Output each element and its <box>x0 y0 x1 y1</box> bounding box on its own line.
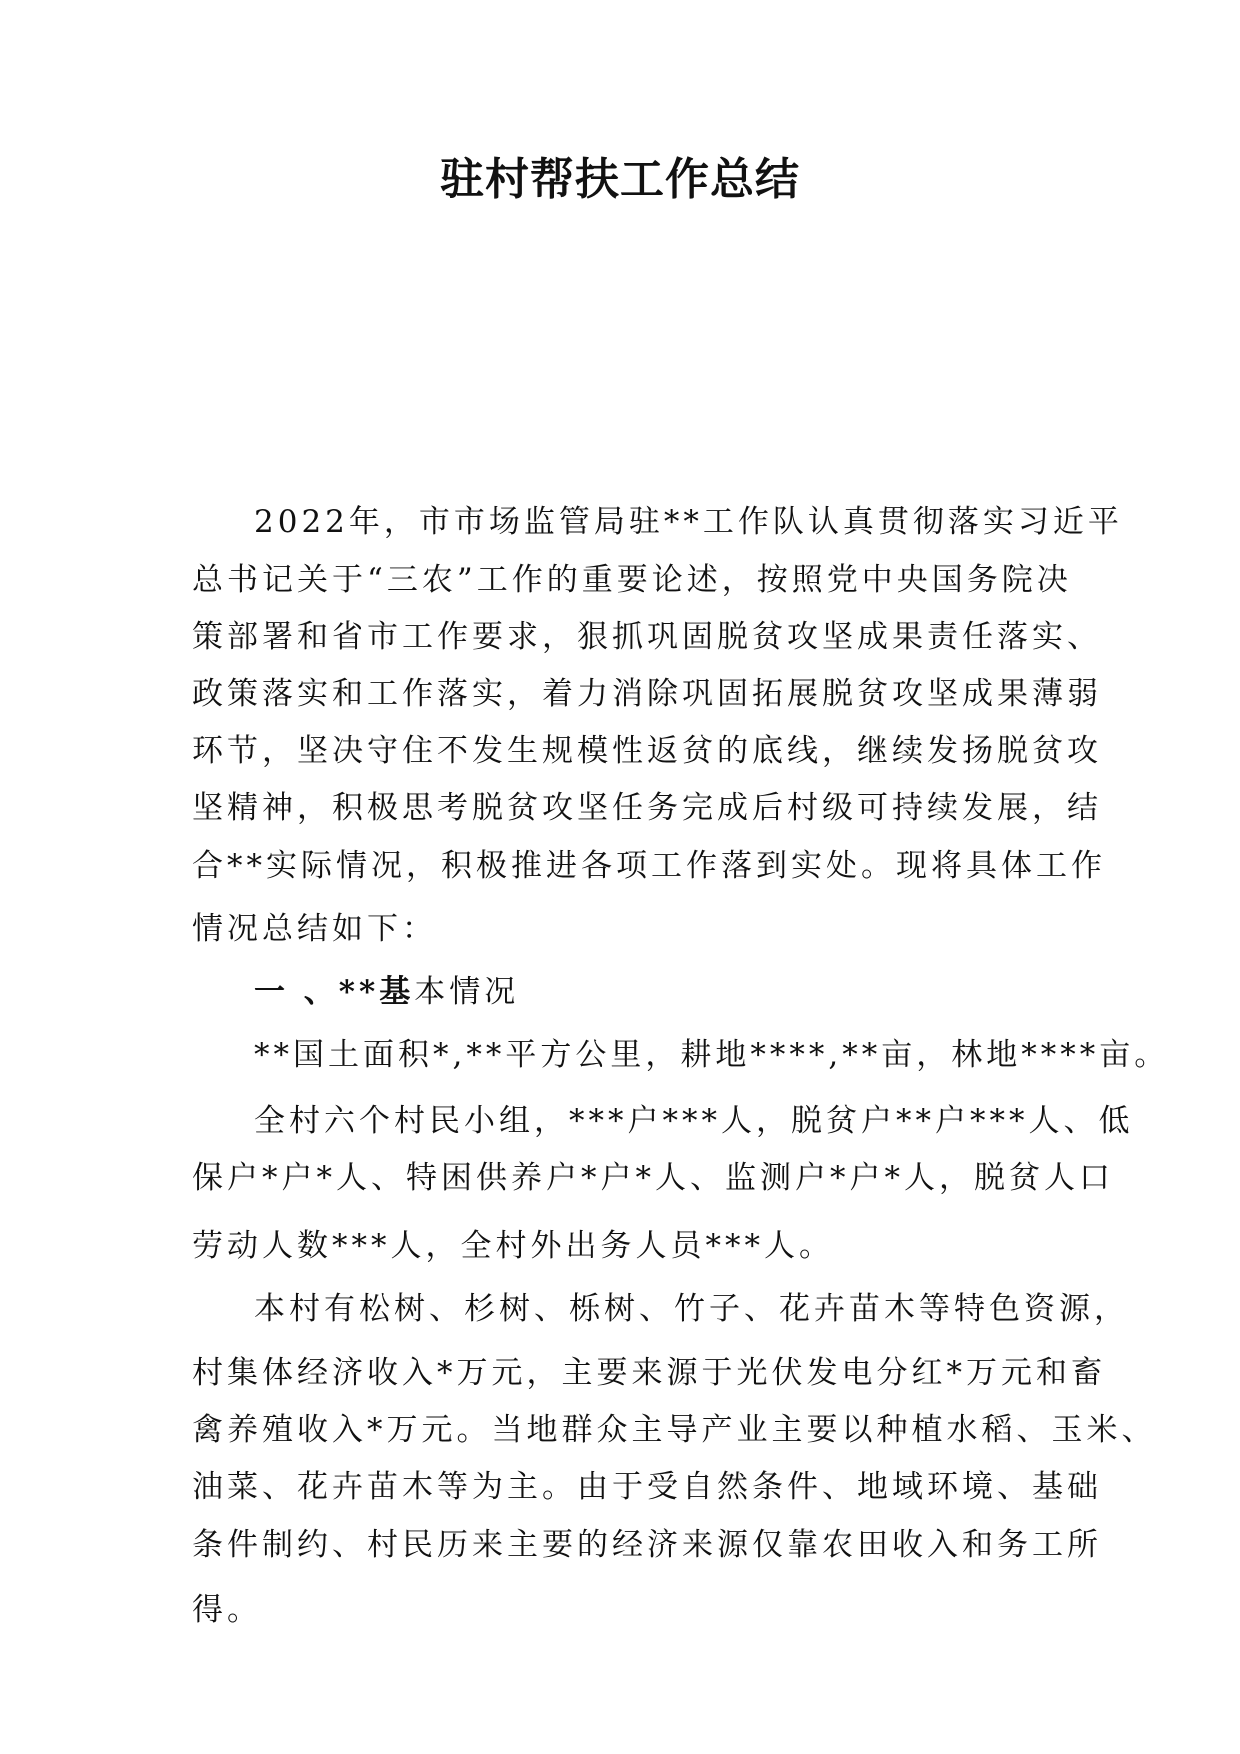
population-line: 全村六个村民小组，***户***人，脱贫户**户***人、低 <box>254 1103 1134 1139</box>
intro-line: 合**实际情况，积极推进各项工作落到实处。现将具体工作 <box>192 848 1106 884</box>
resources-line: 得。 <box>192 1592 262 1628</box>
resources-line: 油菜、花卉苗木等为主。由于受自然条件、地域环境、基础 <box>192 1469 1102 1505</box>
intro-line: 情况总结如下： <box>192 911 437 947</box>
document-title: 驻村帮扶工作总结 <box>440 154 800 205</box>
population-line: 劳动人数***人，全村外出务人员***人。 <box>192 1228 834 1264</box>
land-paragraph: **国土面积*,**平方公里，耕地****,**亩，林地****亩。 <box>254 1037 1170 1073</box>
section-title-rest: 本情况 <box>414 974 520 1010</box>
resources-line: 村集体经济收入*万元，主要来源于光伏发电分红*万元和畜 <box>192 1355 1106 1391</box>
resources-line: 条件制约、村民历来主要的经济来源仅靠农田收入和务工所 <box>192 1527 1102 1563</box>
intro-line: 策部署和省市工作要求，狠抓巩固脱贫攻坚成果责任落实、 <box>192 619 1102 655</box>
section-number: 一 、 <box>254 974 339 1010</box>
population-line: 保户*户*人、特困供养户*户*人、监测户*户*人，脱贫人口 <box>192 1160 1114 1196</box>
intro-line: 总书记关于“三农”工作的重要论述，按照党中央国务院决 <box>192 562 1072 598</box>
resources-line: 本村有松树、杉树、栎树、竹子、花卉苗木等特色资源， <box>254 1291 1129 1327</box>
intro-line: 2022年，市市场监管局驻**工作队认真贯彻落实习近平 <box>254 504 1123 540</box>
resources-line: 禽养殖收入*万元。当地群众主导产业主要以种植水稻、玉米、 <box>192 1412 1157 1448</box>
intro-line: 政策落实和工作落实，着力消除巩固拓展脱贫攻坚成果薄弱 <box>192 676 1102 712</box>
intro-line: 环节，坚决守住不发生规模性返贫的底线，继续发扬脱贫攻 <box>192 733 1102 769</box>
intro-line: 坚精神，积极思考脱贫攻坚任务完成后村级可持续发展，结 <box>192 790 1102 826</box>
section-heading <box>254 972 519 1012</box>
section-title-bold: **基 <box>338 974 415 1010</box>
